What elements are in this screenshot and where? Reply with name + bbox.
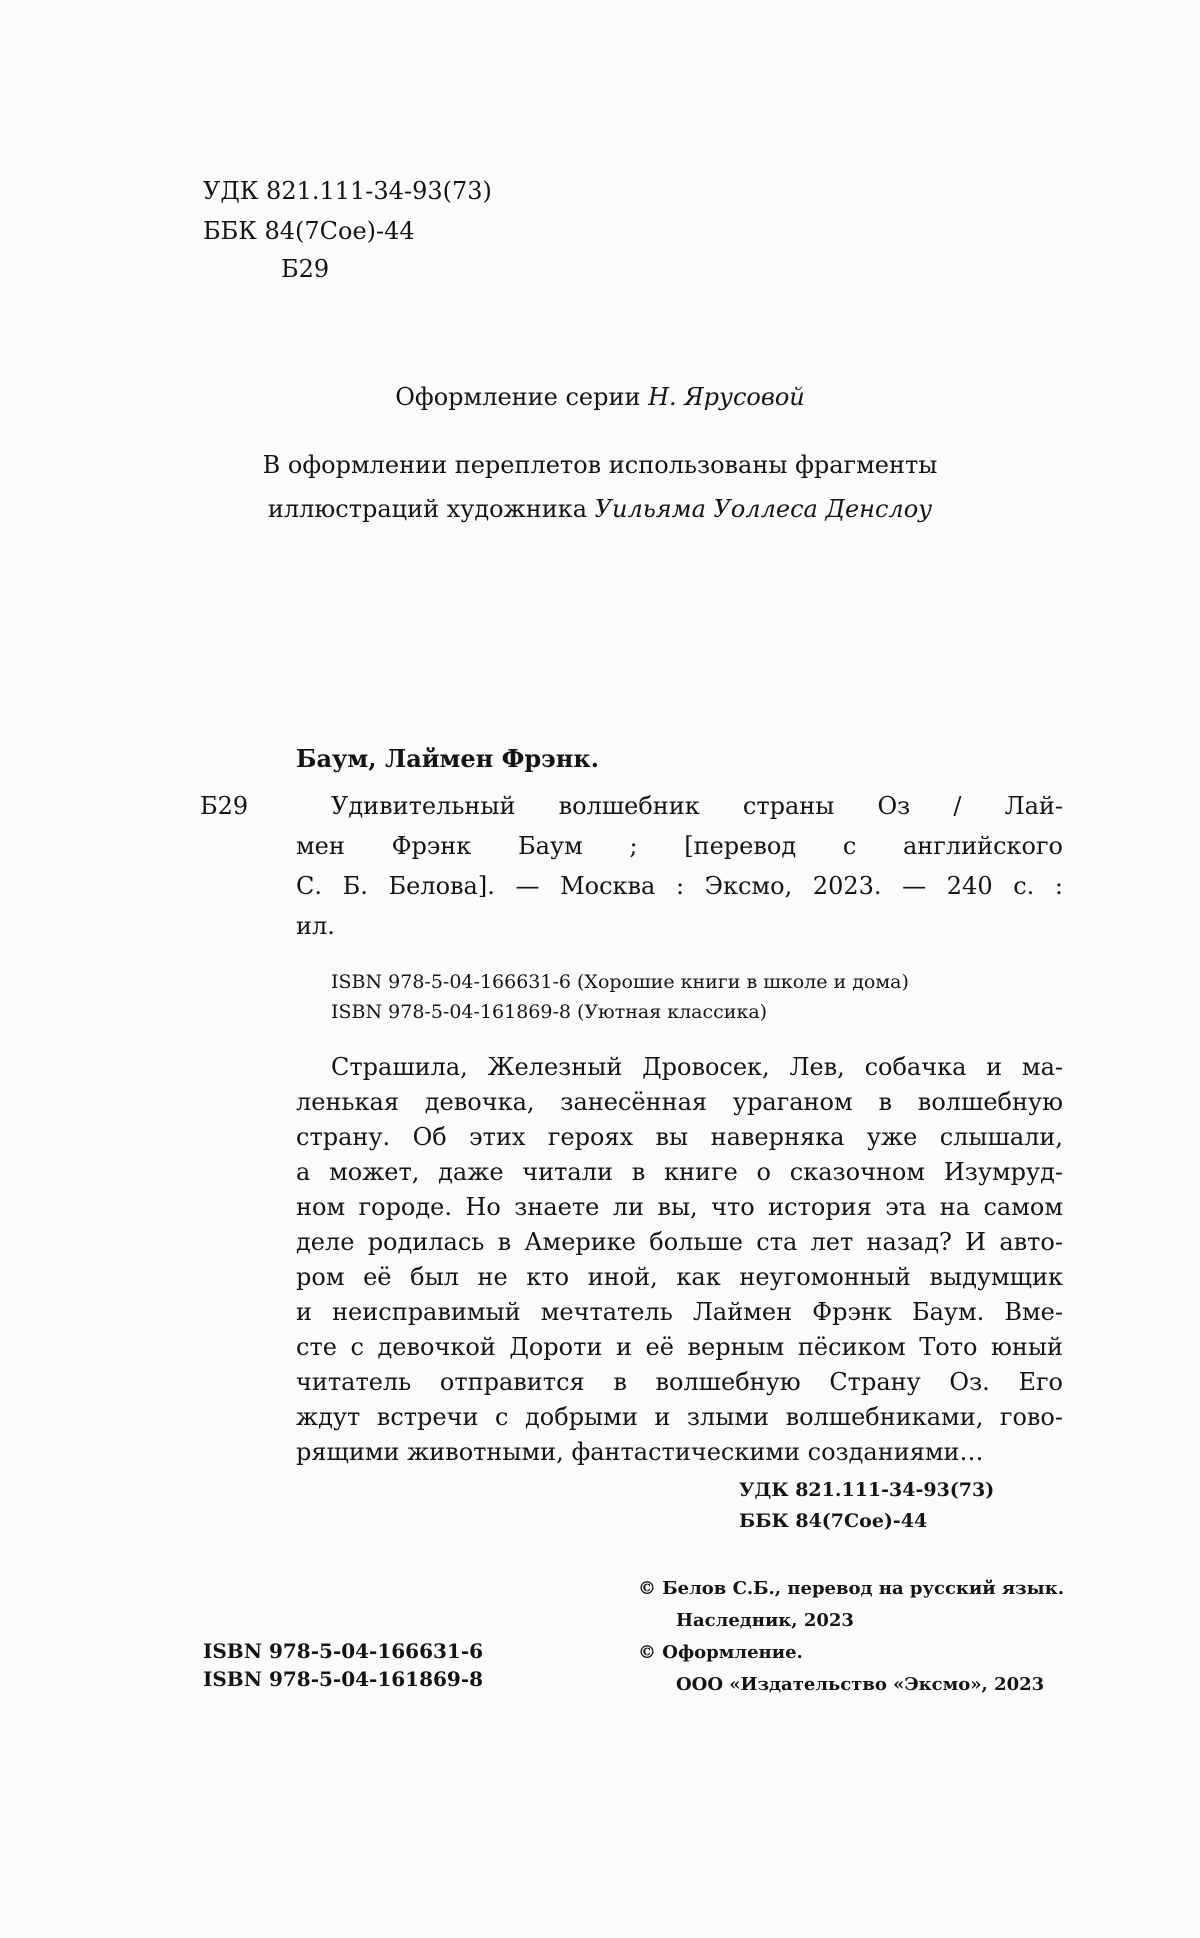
series-design-credit	[0, 378, 1200, 416]
artist-name: Уильяма Уоллеса Денслоу	[594, 495, 933, 523]
annotation-line: и неисправимый мечтатель Лаймен Фрэнк Баум. Вме-	[296, 1298, 1063, 1326]
author-sign: Б29	[281, 255, 330, 283]
series-design-label: Оформление серии	[395, 383, 641, 411]
record-isbn: ISBN 978-5-04-166631-6 (Хорошие книги в школе и дома)	[331, 971, 909, 993]
udk-code: УДК 821.111-34-93(73)	[203, 177, 492, 205]
annotation-line: ждут встречи с добрыми и злыми волшебниками, гово-	[296, 1403, 1063, 1431]
record-title-line: мен Фрэнк Баум ; [перевод с английского	[296, 832, 1063, 860]
bottom-isbn: ISBN 978-5-04-166631-6	[203, 1639, 484, 1663]
record-title-line: Удивительный волшебник страны Оз / Лай-	[331, 792, 1063, 820]
annotation-line: Страшила, Железный Дровосек, Лев, собачка и ма-	[331, 1053, 1063, 1081]
annotation-line: сте с девочкой Дороти и её верным пёсиком Тото юный	[296, 1333, 1063, 1361]
bbk-code: ББК 84(7Сое)-44	[203, 217, 415, 245]
copyright-translation: © Белов С.Б., перевод на русский язык.	[638, 1578, 1064, 1599]
annotation-line: деле родилась в Америке больше ста лет назад? И авто-	[296, 1228, 1063, 1256]
copyright-translation-heir: Наследник, 2023	[676, 1610, 854, 1631]
binding-note-line1: В оформлении переплетов использованы фрагменты	[262, 451, 938, 479]
record-title-line: С. Б. Белова]. — Москва : Эксмо, 2023. — 240 с. :	[296, 872, 1063, 900]
binding-note-prefix: иллюстраций художника	[267, 495, 587, 523]
record-udk: УДК 821.111-34-93(73)	[739, 1479, 995, 1501]
annotation-line: а может, даже читали в книге о сказочном Изумруд-	[296, 1158, 1063, 1186]
copyright-design: © Оформление.	[638, 1642, 803, 1663]
annotation-line: ром её был не кто иной, как неугомонный выдумщик	[296, 1263, 1063, 1291]
record-author: Баум, Лаймен Фрэнк.	[296, 744, 600, 773]
binding-note-line2	[0, 490, 1200, 528]
record-bbk: ББК 84(7Сое)-44	[739, 1510, 928, 1532]
annotation-line: рящими животными, фантастическими созданиями…	[296, 1438, 984, 1466]
bottom-isbn: ISBN 978-5-04-161869-8	[203, 1667, 484, 1691]
record-author-sign: Б29	[200, 792, 249, 820]
copyright-publisher: ООО «Издательство «Эксмо», 2023	[676, 1674, 1045, 1695]
record-isbn: ISBN 978-5-04-161869-8 (Уютная классика)	[331, 1001, 768, 1023]
annotation-line: страну. Об этих героях вы наверняка уже слышали,	[296, 1123, 1063, 1151]
annotation-line: ном городе. Но знаете ли вы, что история эта на самом	[296, 1193, 1063, 1221]
annotation-line: ленькая девочка, занесённая ураганом в волшебную	[296, 1088, 1063, 1116]
series-designer-name: Н. Ярусовой	[648, 383, 805, 411]
record-title-line: ил.	[296, 912, 335, 940]
annotation-line: читатель отправится в волшебную Страну Оз. Его	[296, 1368, 1063, 1396]
